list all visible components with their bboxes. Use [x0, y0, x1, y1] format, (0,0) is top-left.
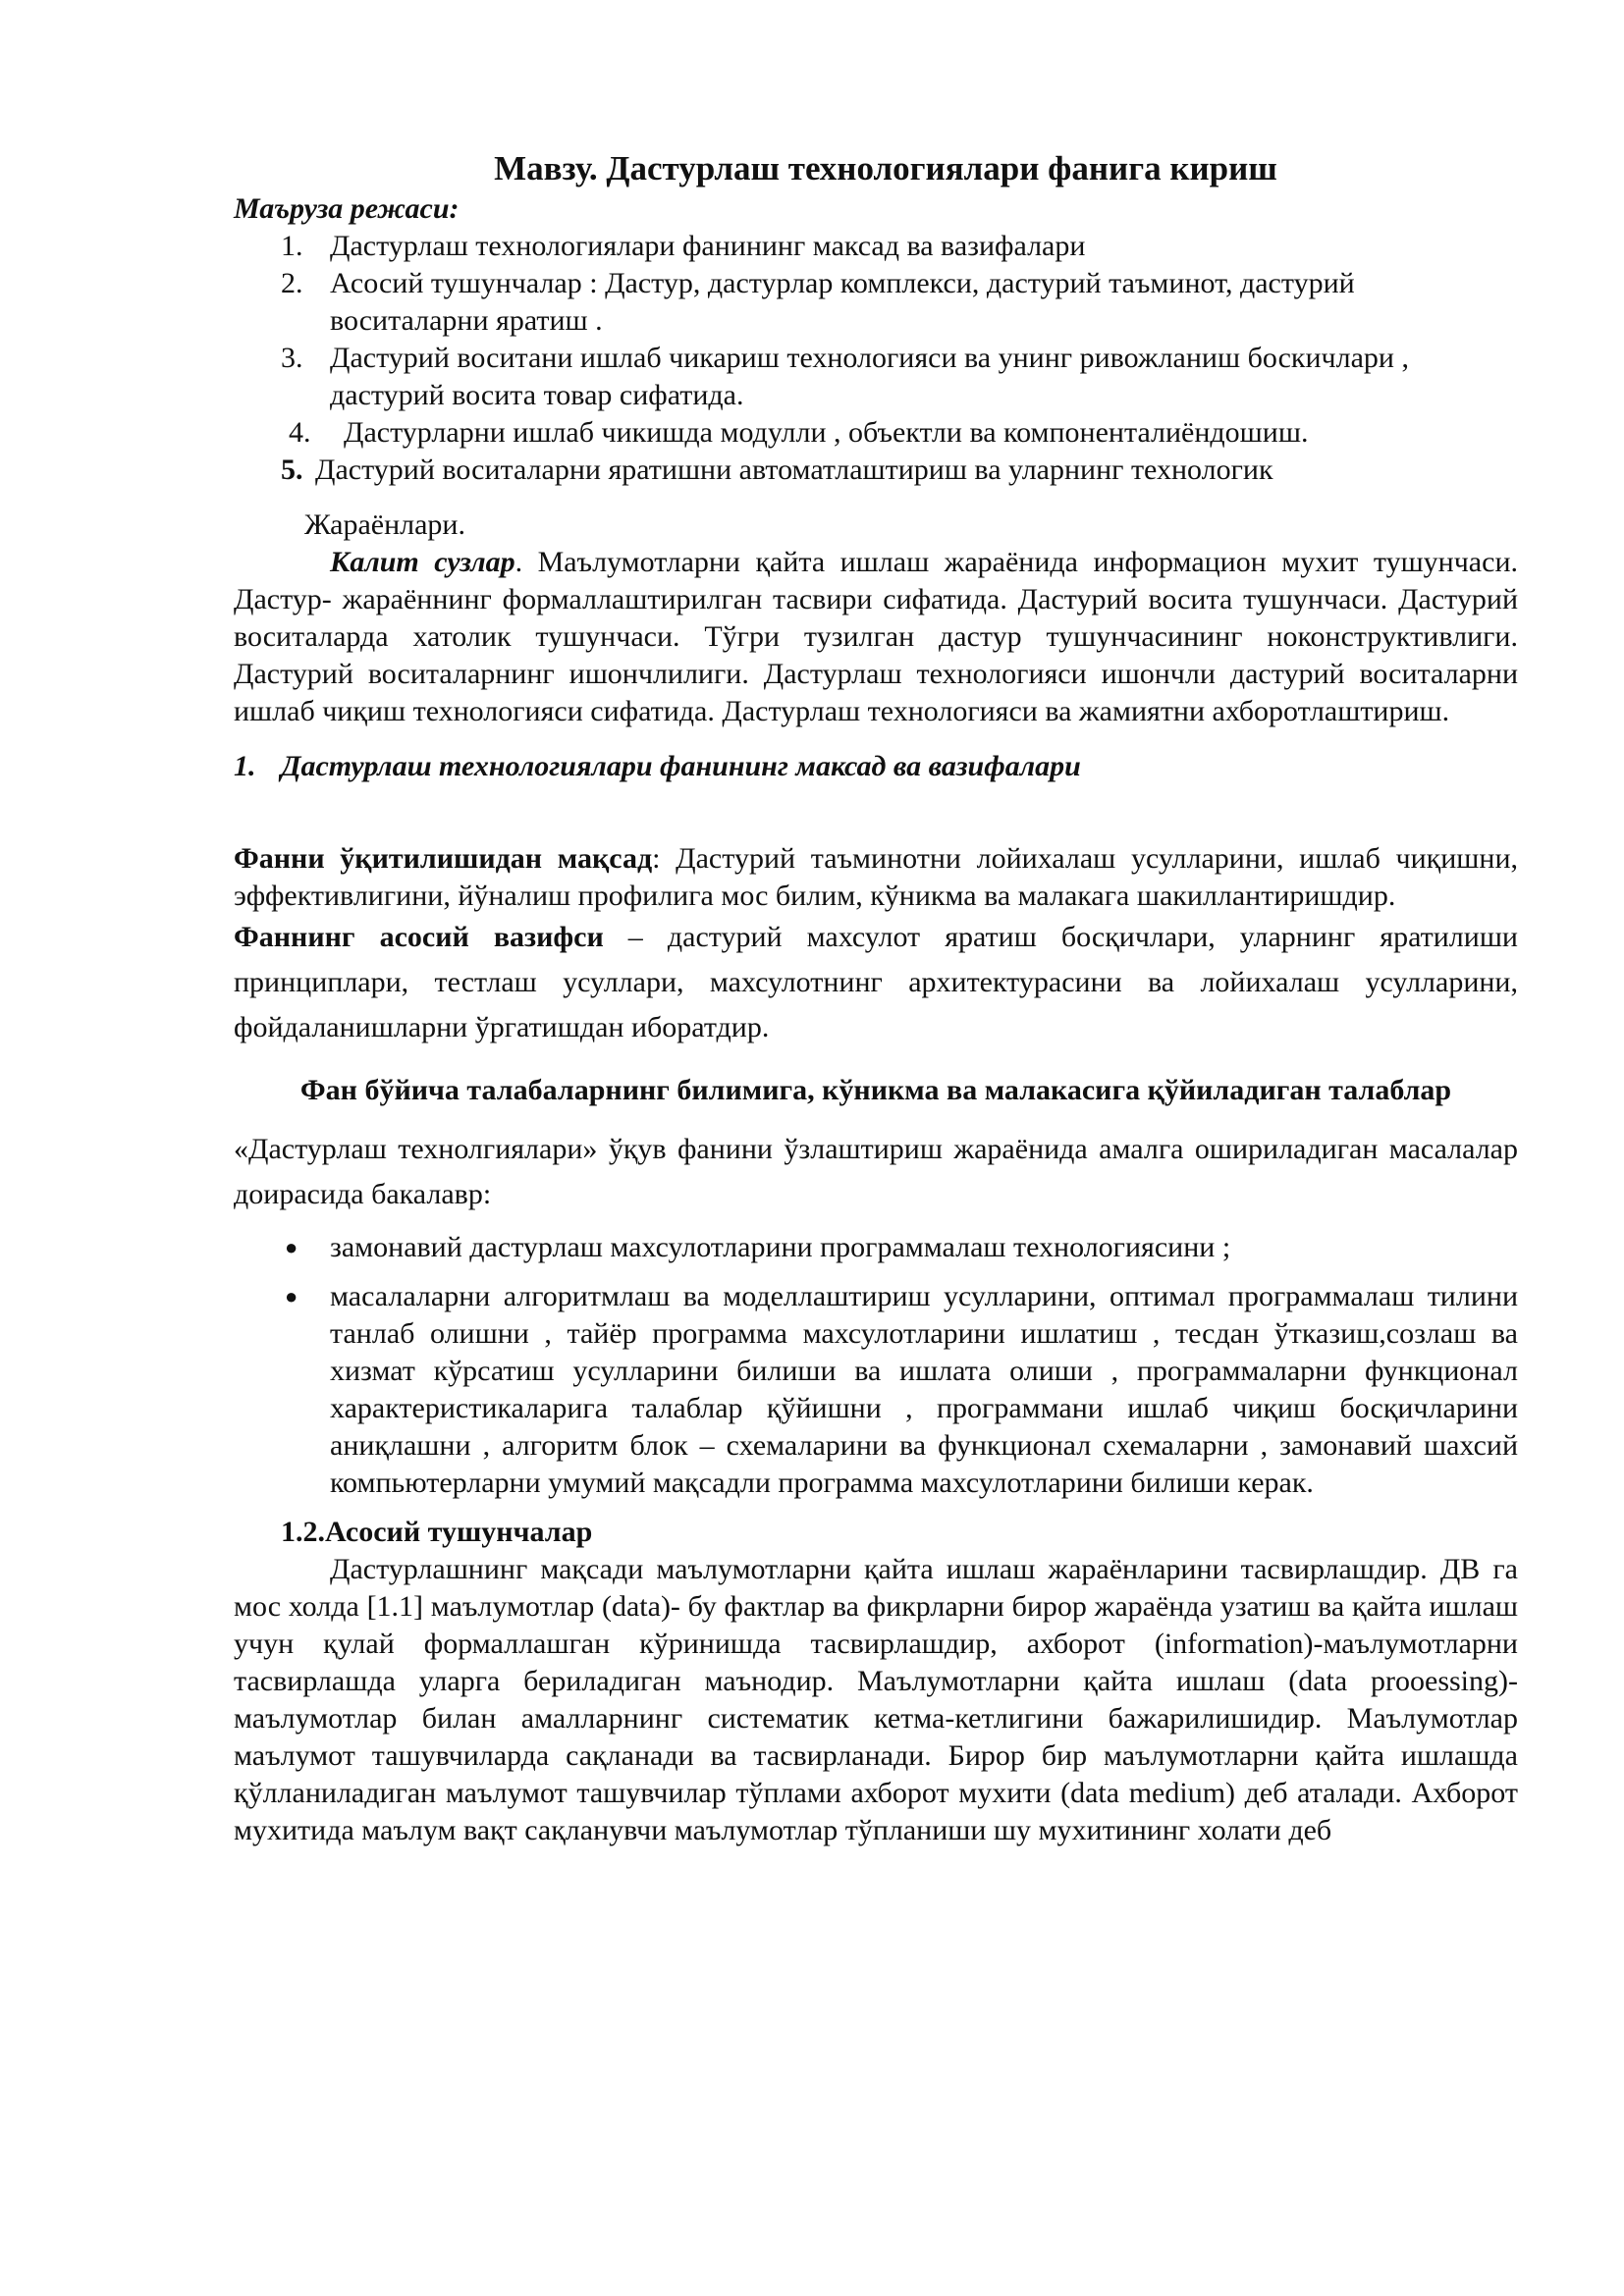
list-item	[234, 228, 1518, 265]
requirements-heading: Фан бўйича талабаларнинг билимига, кўникма ва малакасига қўйиладиган талаблар	[299, 1074, 1452, 1106]
list-item	[234, 340, 1518, 377]
keywords-text: . Маълумотларни қайта ишлаш жараёнида информацион мухит тушунчаси. Дастур- жараённинг формаллаштирилган тасвири сифатида. Дастурий восита тушунчаси. Дастурий воситаларда хатолик тушунчаси. Тўгри тузилган дастур тушунчасининг ноконструктивлиги. Дастурий воситаларнинг ишончлилиги. Дастурлаш технологияси ишончли дастурий воситаларни ишлаб чиқиш технологияси сифатида. Дастурлаш технологияси ва жамиятни ахборотлаштириш.	[234, 546, 1518, 727]
list-number: 2.	[281, 267, 303, 299]
keywords-label: Калит сузлар	[330, 546, 515, 578]
list-item	[234, 452, 1518, 489]
aim-paragraph	[234, 840, 1518, 915]
list-item	[234, 265, 1518, 340]
list-number: 1.	[281, 230, 303, 262]
aim-text: : Дастурий таъминотни лойихалаш усулларини, ишлаб чиқишни, эффективлигини, йўналиш профилига мос билим, кўникма ва малакага шакиллантиришдир.	[234, 842, 1518, 912]
list-number: 3.	[281, 342, 303, 374]
list-item-text: Дастурлаш технологиялари фанининг максад ва вазифалари	[330, 230, 1086, 262]
page-title: Мавзу. Дастурлаш технологиялари фанига кириш	[494, 149, 1277, 187]
list-number: 5.	[281, 454, 303, 486]
requirements-list	[234, 1229, 1518, 1502]
list-item-text: масалаларни алгоритмлаш ва моделлаштириш усулларини, оптимал программалаш тилини танлаб олишни , тайёр программа махсулотларини ишлатиш , тесдан ўтказиш,созлаш ва хизмат кўрсатиш усулларини билиши ва ишлата олиши , программаларни функционал характеристикаларига талаблар қўйишни , программани ишлаб чиқиш босқичларини аниқлашни , алгоритм блок – схемаларини ва функционал схемаларни , замонавий шахсий компьютерларни умумий мақсадли программа махсулотларини билиши керак.	[330, 1280, 1518, 1499]
task-paragraph	[234, 915, 1518, 1050]
lecture-plan-label: Маъруза режаси:	[234, 192, 460, 225]
list-item-text: Дастурларни ишлаб чикишда модулли , объектли ва компоненталиёндошиш.	[344, 416, 1309, 449]
list-item-text: Дастурий воситани ишлаб чикариш технологияси ва унинг ривожланиш боскичлари ,	[330, 342, 1409, 374]
bullet-icon: ●	[285, 1284, 298, 1308]
task-lead: Фаннинг асосий вазифси	[234, 921, 604, 953]
list-item	[234, 1278, 1518, 1502]
subsection-heading: 1.2.Асосий тушунчалар	[281, 1516, 593, 1548]
aim-lead: Фанни ўқитилишидан мақсад	[234, 842, 653, 875]
list-item	[234, 1229, 1518, 1266]
section-number: 1.	[234, 750, 256, 782]
list-number: 4.	[289, 416, 311, 449]
section-heading	[234, 748, 1518, 785]
list-item-text: замонавий дастурлаш махсулотларини программалаш технологиясини ;	[330, 1231, 1231, 1263]
bullet-icon: ●	[285, 1235, 298, 1259]
list-item-text: Дастурий воситаларни яратишни автоматлаштириш ва уларнинг технологик	[315, 454, 1273, 486]
requirements-intro: «Дастурлаш технолгиялари» ўқув фанини ўзлаштириш жараёнида амалга ошириладиган масалалар доирасида бакалавр:	[234, 1133, 1518, 1210]
keywords-paragraph	[234, 544, 1518, 730]
list-item	[234, 414, 1518, 452]
section-title: Дастурлаш технологиялари фанининг максад ва вазифалари	[281, 750, 1081, 782]
list-item-continuation	[234, 377, 1518, 414]
document-page	[234, 147, 1518, 1849]
lecture-plan-list	[234, 228, 1518, 489]
body-paragraph: Дастурлашнинг мақсади маълумотларни қайта ишлаш жараёнларини тасвирлашдир. ДВ га мос холда [1.1] маълумотлар (data)- бу фактлар ва фикрларни бирор жараёнда узатиш ва қайта ишлаш учун қулай формаллашган кўринишда тасвирлашдир, ахборот (information)-маълумотларни тасвирлашда уларга бериладиган маънодир. Маълумотларни қайта ишлаш (data prooessing)- маълумотлар билан амалларнинг систематик кетма-кетлигини бажарилишидир. Маълумотлар маълумот ташувчиларда сақланади ва тасвирланади. Бирор бир маълумотларни қайта ишлашда қўлланиладиган маълумот ташувчилар тўплами ахборот мухити (data medium) деб аталади. Ахборот мухитида маълум вақт сақланувчи маълумотлар тўпланиши шу мухитининг холати деб	[234, 1553, 1518, 1846]
list-item-text: дастурий восита товар сифатида.	[330, 379, 744, 411]
list-item-continuation: Жараёнлари.	[304, 508, 465, 541]
list-item-text: Асосий тушунчалар : Дастур, дастурлар комплекси, дастурий таъминот, дастурий воситаларни яратиш .	[330, 267, 1355, 337]
task-text: – дастурий махсулот яратиш босқичлари, уларнинг яратилиши принциплари, тестлаш усуллари, махсулотнинг архитектурасини ва лойихалаш усулларини, фойдаланишларни ўргатишдан иборатдир.	[234, 921, 1518, 1043]
